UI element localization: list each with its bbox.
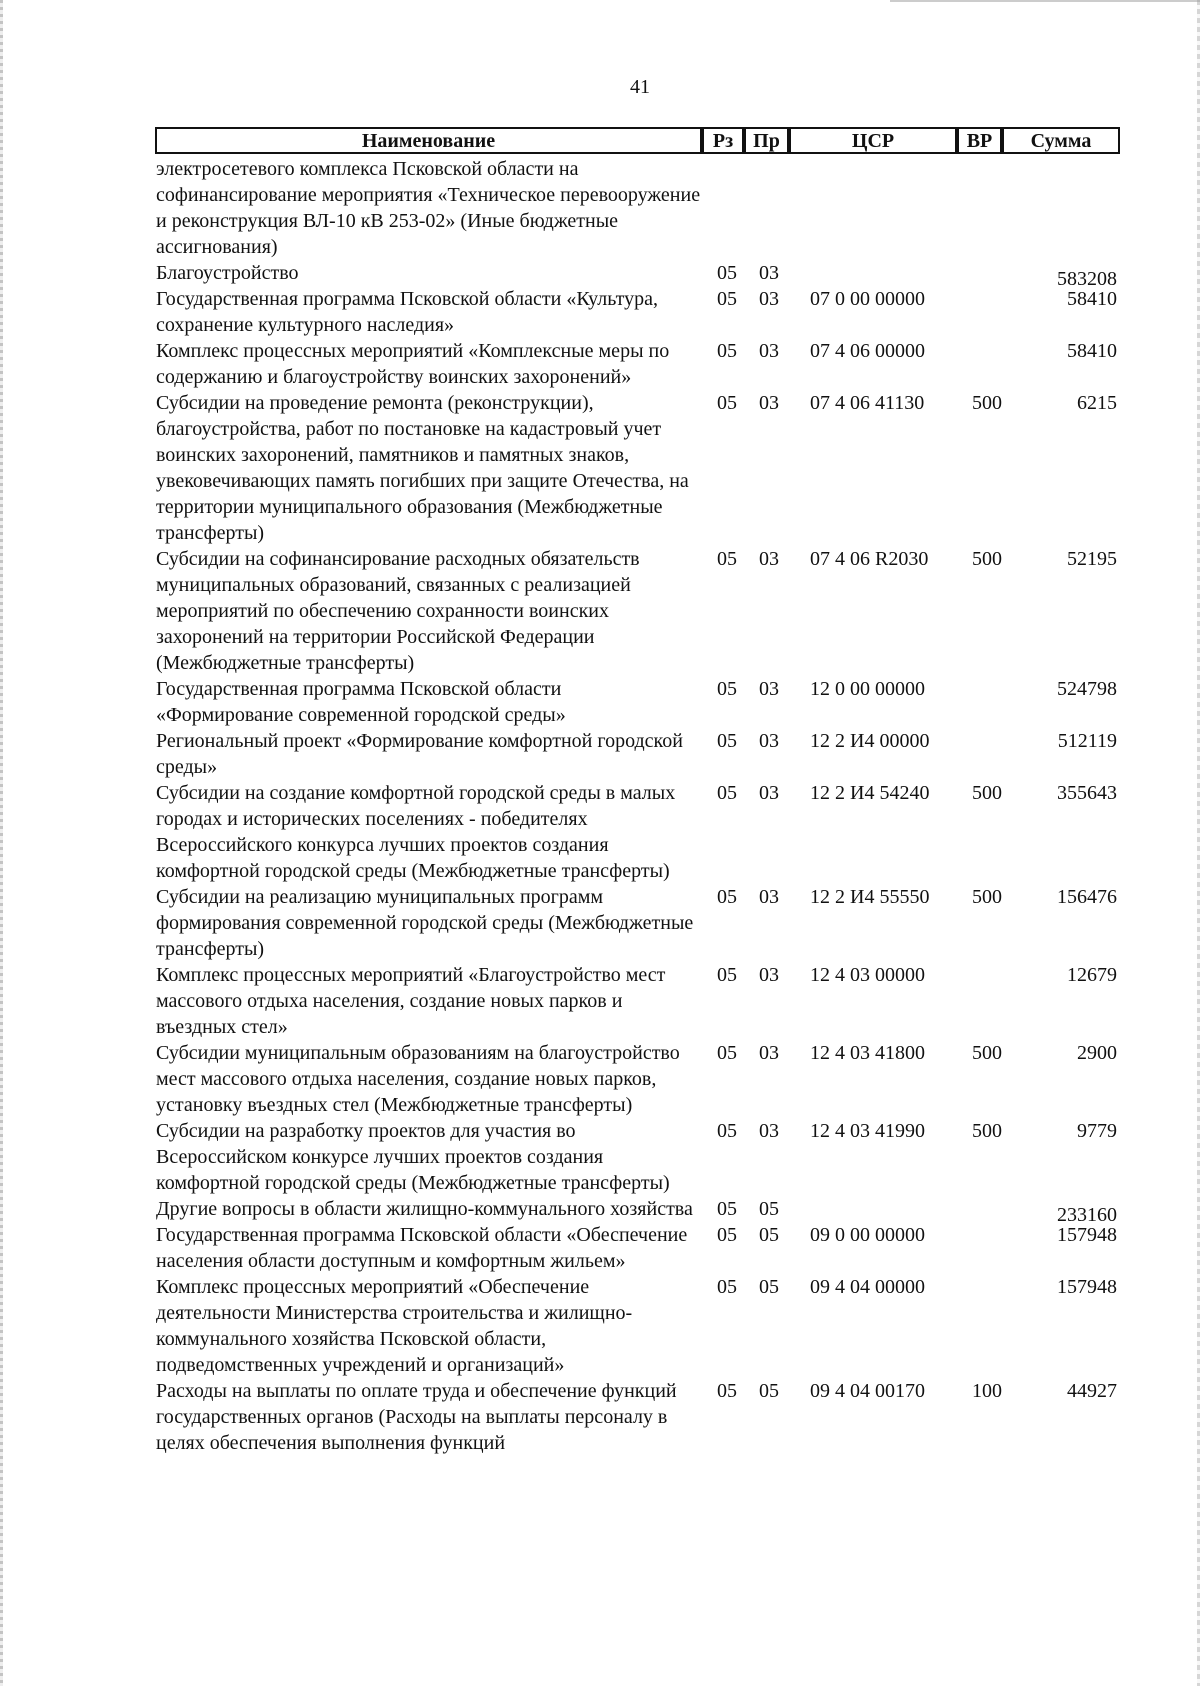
- row-sum: 2900: [1077, 1042, 1117, 1064]
- row-rz: 05: [717, 1380, 737, 1402]
- row-vr: 100: [972, 1380, 1002, 1402]
- row-pr: 03: [759, 1120, 779, 1142]
- table-row: [155, 286, 1120, 338]
- row-sum: 157948: [1057, 1224, 1117, 1246]
- row-name: Субсидии на проведение ремонта (реконструкции), благоустройства, работ по постановке на кадастровый учет воинских захоронений, памятников и памятных знаков, увековечивающих память погибших при защите Отечества, на территории муниципального образования (Межбюджетные трансферты): [156, 392, 689, 544]
- row-sum: 156476: [1057, 886, 1117, 908]
- row-csr: 12 4 03 41990: [810, 1120, 925, 1142]
- row-pr: 05: [759, 1380, 779, 1402]
- row-name: Субсидии на софинансирование расходных обязательств муниципальных образований, связанных с реализацией мероприятий по обеспечению сохранности воинских захоронений на территории Российской Федерации (Межбюджетные трансферты): [156, 548, 640, 674]
- row-rz: 05: [717, 392, 737, 414]
- row-name: Государственная программа Псковской области «Обеспечение населения области доступным и комфортным жильем»: [156, 1224, 688, 1272]
- row-vr: 500: [972, 1120, 1002, 1142]
- row-pr: 05: [759, 1224, 779, 1246]
- row-csr: 12 2 И4 00000: [810, 730, 930, 752]
- row-sum: 9779: [1077, 1120, 1117, 1142]
- header-rz: Рз: [702, 127, 744, 154]
- row-sum: 52195: [1067, 548, 1117, 570]
- row-pr: 05: [759, 1198, 779, 1220]
- row-rz: 05: [717, 730, 737, 752]
- row-name: Субсидии на разработку проектов для участия во Всероссийском конкурсе лучших проектов создания комфортной городской среды (Межбюджетные трансферты): [156, 1120, 670, 1194]
- table-row: [155, 1040, 1120, 1118]
- row-pr: 03: [759, 548, 779, 570]
- row-vr: 500: [972, 1042, 1002, 1064]
- row-csr: 12 4 03 00000: [810, 964, 925, 986]
- row-sum: 12679: [1067, 964, 1117, 986]
- row-csr: 09 0 00 00000: [810, 1224, 925, 1246]
- row-rz: 05: [717, 262, 737, 284]
- row-sum: 6215: [1077, 392, 1117, 414]
- row-csr: 07 4 06 41130: [810, 392, 925, 414]
- table-row: [155, 1274, 1120, 1378]
- row-rz: 05: [717, 964, 737, 986]
- table-row: [155, 338, 1120, 390]
- row-sum: 524798: [1057, 678, 1117, 700]
- row-sum: 355643: [1057, 782, 1117, 804]
- table-header: [155, 127, 1120, 156]
- header-pr: Пр: [744, 127, 789, 154]
- row-pr: 03: [759, 886, 779, 908]
- row-csr: 09 4 04 00000: [810, 1276, 925, 1298]
- row-name: Субсидии на создание комфортной городской среды в малых городах и исторических поселениях - победителях Всероссийского конкурса лучших проектов создания комфортной городской среды (Межбюджетные трансферты): [156, 782, 676, 882]
- table-row: [155, 884, 1120, 962]
- row-sum: 583208: [1057, 268, 1117, 290]
- row-name: Субсидии на реализацию муниципальных программ формирования современной городской среды (Межбюджетные трансферты): [156, 886, 694, 960]
- row-name: Государственная программа Псковской области «Культура, сохранение культурного наследия»: [156, 288, 658, 336]
- row-sum: 58410: [1067, 340, 1117, 362]
- table-row: [155, 1118, 1120, 1196]
- row-rz: 05: [717, 678, 737, 700]
- row-name: Региональный проект «Формирование комфортной городской среды»: [156, 730, 683, 778]
- row-rz: 05: [717, 886, 737, 908]
- row-pr: 03: [759, 782, 779, 804]
- table-row: [155, 962, 1120, 1040]
- row-vr: 500: [972, 886, 1002, 908]
- row-csr: 07 0 00 00000: [810, 288, 925, 310]
- table-body: [155, 156, 1120, 1456]
- row-sum: 157948: [1057, 1276, 1117, 1298]
- row-name: Комплекс процессных мероприятий «Комплексные меры по содержанию и благоустройству воинских захоронений»: [156, 340, 670, 388]
- table-row: [155, 1222, 1120, 1274]
- row-rz: 05: [717, 1276, 737, 1298]
- row-sum: 512119: [1057, 730, 1117, 752]
- row-pr: 03: [759, 678, 779, 700]
- row-pr: 03: [759, 1042, 779, 1064]
- row-vr: 500: [972, 782, 1002, 804]
- row-name: Благоустройство: [156, 262, 299, 284]
- table-row: [155, 676, 1120, 728]
- table-row: [155, 1378, 1120, 1456]
- header-name: Наименование: [155, 127, 702, 154]
- header-sum: Сумма: [1002, 127, 1120, 154]
- row-vr: 500: [972, 548, 1002, 570]
- row-csr: 12 0 00 00000: [810, 678, 925, 700]
- row-vr: 500: [972, 392, 1002, 414]
- table-row: [155, 260, 1120, 290]
- row-pr: 03: [759, 262, 779, 284]
- row-csr: 09 4 04 00170: [810, 1380, 925, 1402]
- row-name: Субсидии муниципальным образованиям на благоустройство мест массового отдыха населения, создание новых парков, установку въездных стел (Межбюджетные трансферты): [156, 1042, 680, 1116]
- table-row: [155, 390, 1120, 546]
- table-row: [155, 728, 1120, 780]
- row-name: Комплекс процессных мероприятий «Благоустройство мест массового отдыха населения, создание новых парков и въездных стел»: [156, 964, 666, 1038]
- row-rz: 05: [717, 288, 737, 310]
- header-csr: ЦСР: [789, 127, 957, 154]
- row-pr: 03: [759, 288, 779, 310]
- table-row: [155, 156, 1120, 260]
- row-pr: 05: [759, 1276, 779, 1298]
- row-pr: 03: [759, 392, 779, 414]
- row-sum: 58410: [1067, 288, 1117, 310]
- row-sum: 44927: [1067, 1380, 1117, 1402]
- row-rz: 05: [717, 1224, 737, 1246]
- row-name: Государственная программа Псковской области «Формирование современной городской среды»: [156, 678, 566, 726]
- row-rz: 05: [717, 548, 737, 570]
- row-name: Другие вопросы в области жилищно-коммунального хозяйства: [156, 1198, 693, 1220]
- header-vr: ВР: [957, 127, 1002, 154]
- row-csr: 12 4 03 41800: [810, 1042, 925, 1064]
- table-row: [155, 1196, 1120, 1226]
- row-name: Расходы на выплаты по оплате труда и обеспечение функций государственных органов (Расходы на выплаты персоналу в целях обеспечения выполнения функций: [156, 1380, 677, 1454]
- table-row: [155, 780, 1120, 884]
- row-pr: 03: [759, 730, 779, 752]
- page-number: 41: [630, 76, 650, 98]
- row-csr: 12 2 И4 55550: [810, 886, 930, 908]
- table-row: [155, 546, 1120, 676]
- scan-edge-left: [0, 0, 3, 1686]
- row-name: электросетевого комплекса Псковской области на софинансирование мероприятия «Техническое перевооружение и реконструкция ВЛ-10 кВ 253-02» (Иные бюджетные ассигнования): [156, 158, 701, 258]
- row-csr: 12 2 И4 54240: [810, 782, 930, 804]
- row-sum: 233160: [1057, 1204, 1117, 1226]
- row-rz: 05: [717, 1198, 737, 1220]
- row-csr: 07 4 06 R2030: [810, 548, 929, 570]
- row-rz: 05: [717, 340, 737, 362]
- row-csr: 07 4 06 00000: [810, 340, 925, 362]
- row-rz: 05: [717, 1042, 737, 1064]
- budget-table: [155, 127, 1120, 1456]
- row-pr: 03: [759, 340, 779, 362]
- row-pr: 03: [759, 964, 779, 986]
- row-name: Комплекс процессных мероприятий «Обеспечение деятельности Министерства строительства и жилищно-коммунального хозяйства Псковской области, подведомственных учреждений и организаций»: [156, 1276, 633, 1376]
- scan-edge-top: [890, 0, 1200, 2]
- row-rz: 05: [717, 1120, 737, 1142]
- row-rz: 05: [717, 782, 737, 804]
